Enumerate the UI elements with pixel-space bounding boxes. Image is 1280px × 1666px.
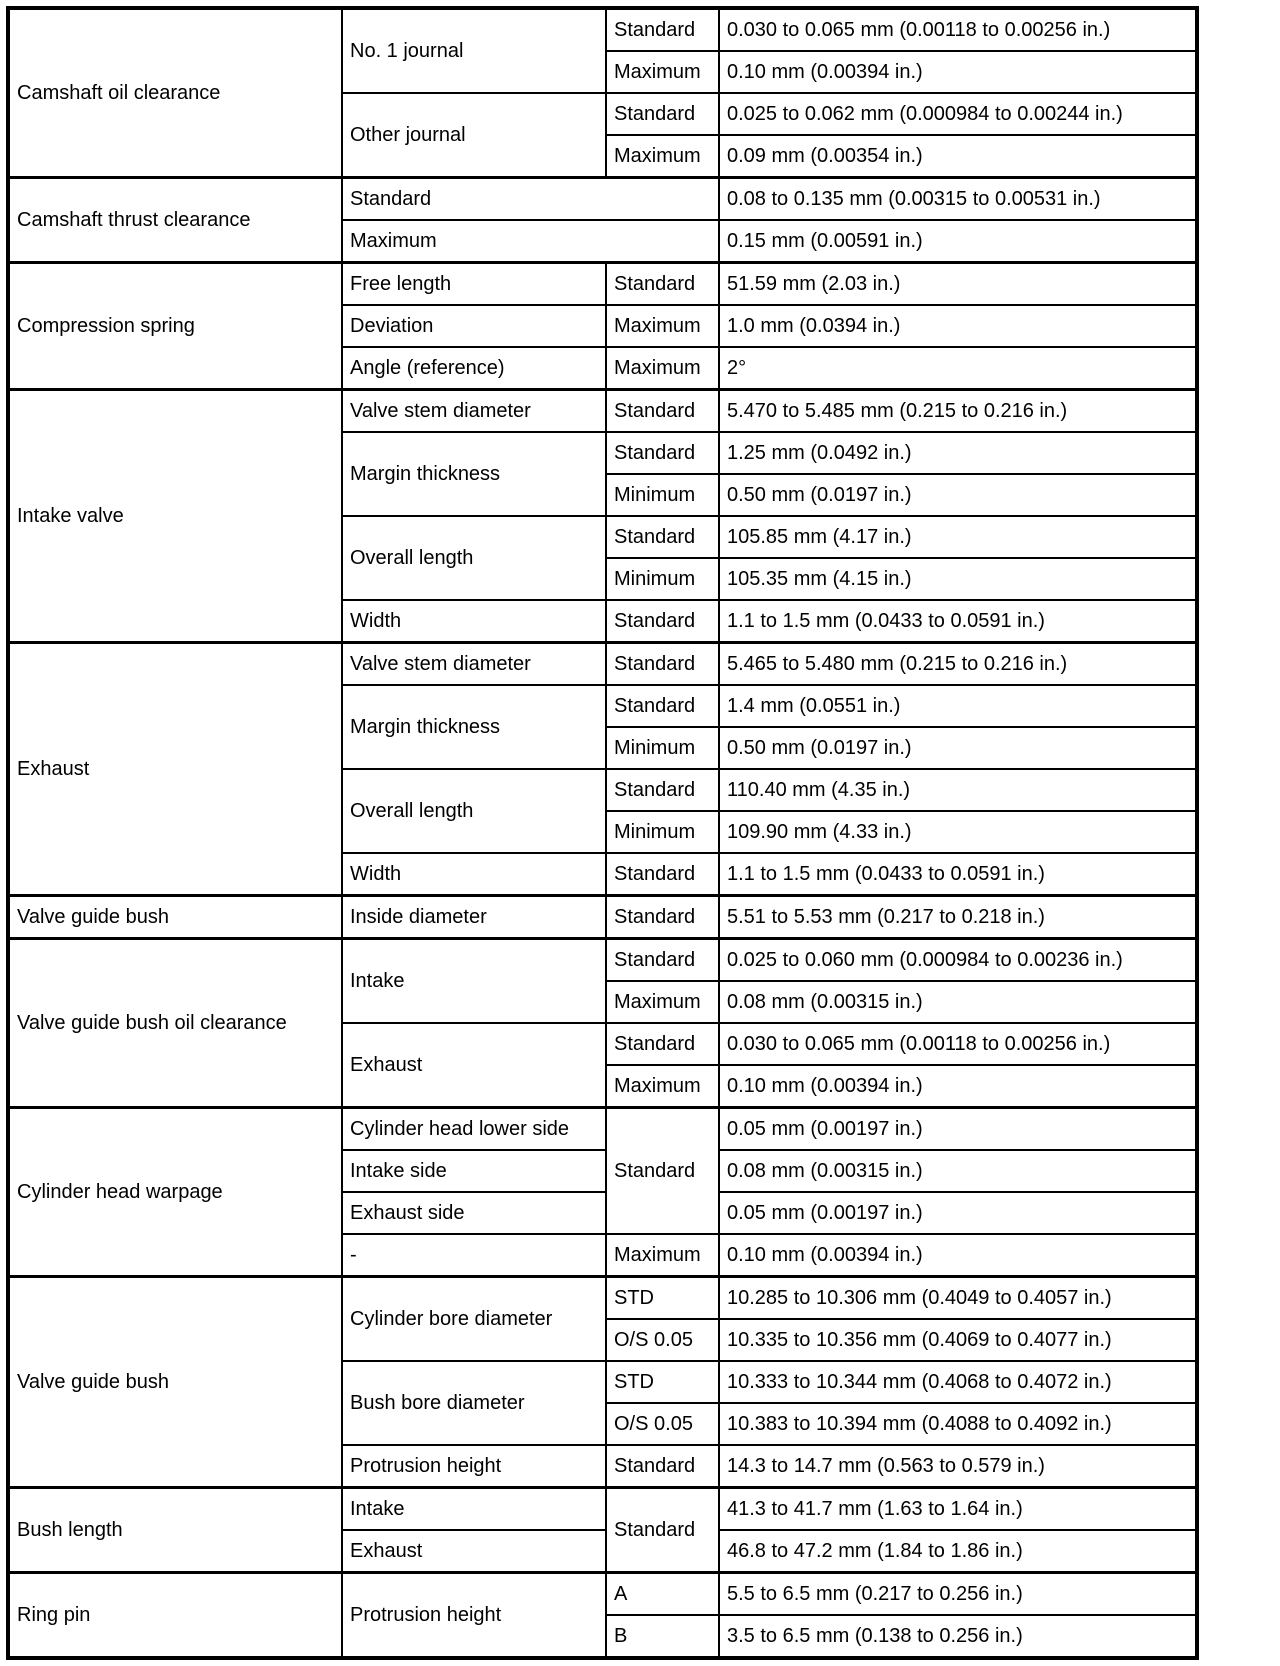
condition-cell: Standard bbox=[606, 643, 719, 686]
condition-cell: Minimum bbox=[606, 811, 719, 853]
value-cell: 5.51 to 5.53 mm (0.217 to 0.218 in.) bbox=[719, 896, 1197, 939]
condition-cell: Minimum bbox=[606, 474, 719, 516]
value-cell: 0.030 to 0.065 mm (0.00118 to 0.00256 in.) bbox=[719, 1023, 1197, 1065]
value-cell: 0.05 mm (0.00197 in.) bbox=[719, 1108, 1197, 1151]
subcategory-cell: Width bbox=[342, 600, 606, 643]
subcategory-cell: Valve stem diameter bbox=[342, 390, 606, 433]
subcategory-cell: Exhaust side bbox=[342, 1192, 606, 1234]
value-cell: 110.40 mm (4.35 in.) bbox=[719, 769, 1197, 811]
category-cell: Camshaft thrust clearance bbox=[8, 178, 342, 263]
subcategory-cell: - bbox=[342, 1234, 606, 1277]
value-cell: 5.465 to 5.480 mm (0.215 to 0.216 in.) bbox=[719, 643, 1197, 686]
condition-cell: Maximum bbox=[342, 220, 719, 263]
category-cell: Ring pin bbox=[8, 1573, 342, 1659]
condition-cell: Minimum bbox=[606, 558, 719, 600]
subcategory-cell: Margin thickness bbox=[342, 685, 606, 769]
category-cell: Compression spring bbox=[8, 263, 342, 390]
condition-cell: Standard bbox=[606, 600, 719, 643]
value-cell: 1.0 mm (0.0394 in.) bbox=[719, 305, 1197, 347]
subcategory-cell: Intake bbox=[342, 1488, 606, 1531]
subcategory-cell: Protrusion height bbox=[342, 1445, 606, 1488]
value-cell: 46.8 to 47.2 mm (1.84 to 1.86 in.) bbox=[719, 1530, 1197, 1573]
condition-cell: O/S 0.05 bbox=[606, 1319, 719, 1361]
table-row bbox=[8, 896, 1197, 939]
table-row bbox=[8, 643, 1197, 686]
subcategory-cell: Valve stem diameter bbox=[342, 643, 606, 686]
value-cell: 0.030 to 0.065 mm (0.00118 to 0.00256 in.) bbox=[719, 8, 1197, 51]
value-cell: 0.15 mm (0.00591 in.) bbox=[719, 220, 1197, 263]
value-cell: 105.85 mm (4.17 in.) bbox=[719, 516, 1197, 558]
category-cell: Intake valve bbox=[8, 390, 342, 643]
value-cell: 5.470 to 5.485 mm (0.215 to 0.216 in.) bbox=[719, 390, 1197, 433]
value-cell: 0.50 mm (0.0197 in.) bbox=[719, 474, 1197, 516]
condition-cell: Standard bbox=[606, 8, 719, 51]
value-cell: 1.1 to 1.5 mm (0.0433 to 0.0591 in.) bbox=[719, 600, 1197, 643]
condition-cell: Standard bbox=[606, 939, 719, 982]
value-cell: 0.08 mm (0.00315 in.) bbox=[719, 1150, 1197, 1192]
subcategory-cell: Exhaust bbox=[342, 1530, 606, 1573]
category-cell: Cylinder head warpage bbox=[8, 1108, 342, 1277]
value-cell: 0.08 mm (0.00315 in.) bbox=[719, 981, 1197, 1023]
category-cell: Bush length bbox=[8, 1488, 342, 1573]
subcategory-cell: Angle (reference) bbox=[342, 347, 606, 390]
value-cell: 10.383 to 10.394 mm (0.4088 to 0.4092 in.) bbox=[719, 1403, 1197, 1445]
condition-cell: Standard bbox=[606, 1108, 719, 1235]
table-row bbox=[8, 1277, 1197, 1320]
value-cell: 5.5 to 6.5 mm (0.217 to 0.256 in.) bbox=[719, 1573, 1197, 1616]
condition-cell: STD bbox=[606, 1361, 719, 1403]
value-cell: 1.25 mm (0.0492 in.) bbox=[719, 432, 1197, 474]
subcategory-cell: Other journal bbox=[342, 93, 606, 178]
value-cell: 10.285 to 10.306 mm (0.4049 to 0.4057 in.) bbox=[719, 1277, 1197, 1320]
category-cell: Valve guide bush bbox=[8, 1277, 342, 1488]
subcategory-cell: Intake side bbox=[342, 1150, 606, 1192]
category-cell: Valve guide bush bbox=[8, 896, 342, 939]
value-cell: 14.3 to 14.7 mm (0.563 to 0.579 in.) bbox=[719, 1445, 1197, 1488]
subcategory-cell: Overall length bbox=[342, 516, 606, 600]
condition-cell: Minimum bbox=[606, 727, 719, 769]
category-cell: Camshaft oil clearance bbox=[8, 8, 342, 178]
subcategory-cell: No. 1 journal bbox=[342, 8, 606, 93]
subcategory-cell: Inside diameter bbox=[342, 896, 606, 939]
condition-cell: Maximum bbox=[606, 51, 719, 93]
subcategory-cell: Cylinder bore diameter bbox=[342, 1277, 606, 1362]
table-row bbox=[8, 1488, 1197, 1531]
condition-cell: B bbox=[606, 1615, 719, 1658]
table-row bbox=[8, 8, 1197, 51]
condition-cell: Maximum bbox=[606, 347, 719, 390]
value-cell: 0.10 mm (0.00394 in.) bbox=[719, 1065, 1197, 1108]
subcategory-cell: Protrusion height bbox=[342, 1573, 606, 1659]
category-cell: Valve guide bush oil clearance bbox=[8, 939, 342, 1108]
condition-cell: Maximum bbox=[606, 1234, 719, 1277]
value-cell: 41.3 to 41.7 mm (1.63 to 1.64 in.) bbox=[719, 1488, 1197, 1531]
condition-cell: A bbox=[606, 1573, 719, 1616]
subcategory-cell: Margin thickness bbox=[342, 432, 606, 516]
condition-cell: Standard bbox=[606, 1445, 719, 1488]
condition-cell: Standard bbox=[342, 178, 719, 221]
subcategory-cell: Deviation bbox=[342, 305, 606, 347]
condition-cell: Standard bbox=[606, 896, 719, 939]
table-row bbox=[8, 1573, 1197, 1616]
condition-cell: Maximum bbox=[606, 135, 719, 178]
condition-cell: Maximum bbox=[606, 305, 719, 347]
engine-spec-table bbox=[6, 6, 1199, 1660]
condition-cell: Maximum bbox=[606, 1065, 719, 1108]
value-cell: 1.4 mm (0.0551 in.) bbox=[719, 685, 1197, 727]
subcategory-cell: Bush bore diameter bbox=[342, 1361, 606, 1445]
value-cell: 1.1 to 1.5 mm (0.0433 to 0.0591 in.) bbox=[719, 853, 1197, 896]
value-cell: 105.35 mm (4.15 in.) bbox=[719, 558, 1197, 600]
value-cell: 0.09 mm (0.00354 in.) bbox=[719, 135, 1197, 178]
table-row bbox=[8, 263, 1197, 306]
condition-cell: Standard bbox=[606, 685, 719, 727]
condition-cell: Standard bbox=[606, 390, 719, 433]
subcategory-cell: Overall length bbox=[342, 769, 606, 853]
condition-cell: STD bbox=[606, 1277, 719, 1320]
value-cell: 51.59 mm (2.03 in.) bbox=[719, 263, 1197, 306]
condition-cell: Standard bbox=[606, 93, 719, 135]
value-cell: 0.025 to 0.062 mm (0.000984 to 0.00244 in.) bbox=[719, 93, 1197, 135]
value-cell: 0.50 mm (0.0197 in.) bbox=[719, 727, 1197, 769]
condition-cell: Standard bbox=[606, 516, 719, 558]
condition-cell: Standard bbox=[606, 853, 719, 896]
subcategory-cell: Exhaust bbox=[342, 1023, 606, 1108]
table-row bbox=[8, 939, 1197, 982]
subcategory-cell: Cylinder head lower side bbox=[342, 1108, 606, 1151]
value-cell: 0.10 mm (0.00394 in.) bbox=[719, 51, 1197, 93]
condition-cell: Maximum bbox=[606, 981, 719, 1023]
value-cell: 2° bbox=[719, 347, 1197, 390]
subcategory-cell: Width bbox=[342, 853, 606, 896]
condition-cell: Standard bbox=[606, 1023, 719, 1065]
category-cell: Exhaust bbox=[8, 643, 342, 896]
condition-cell: Standard bbox=[606, 1488, 719, 1573]
value-cell: 0.08 to 0.135 mm (0.00315 to 0.00531 in.) bbox=[719, 178, 1197, 221]
value-cell: 109.90 mm (4.33 in.) bbox=[719, 811, 1197, 853]
condition-cell: Standard bbox=[606, 432, 719, 474]
value-cell: 10.335 to 10.356 mm (0.4069 to 0.4077 in.) bbox=[719, 1319, 1197, 1361]
table-row bbox=[8, 1108, 1197, 1151]
value-cell: 3.5 to 6.5 mm (0.138 to 0.256 in.) bbox=[719, 1615, 1197, 1658]
condition-cell: O/S 0.05 bbox=[606, 1403, 719, 1445]
table-row bbox=[8, 390, 1197, 433]
condition-cell: Standard bbox=[606, 263, 719, 306]
value-cell: 0.025 to 0.060 mm (0.000984 to 0.00236 in.) bbox=[719, 939, 1197, 982]
subcategory-cell: Intake bbox=[342, 939, 606, 1024]
value-cell: 0.05 mm (0.00197 in.) bbox=[719, 1192, 1197, 1234]
spec-table-body bbox=[8, 8, 1197, 1658]
subcategory-cell: Free length bbox=[342, 263, 606, 306]
value-cell: 10.333 to 10.344 mm (0.4068 to 0.4072 in.) bbox=[719, 1361, 1197, 1403]
condition-cell: Standard bbox=[606, 769, 719, 811]
table-row bbox=[8, 178, 1197, 221]
value-cell: 0.10 mm (0.00394 in.) bbox=[719, 1234, 1197, 1277]
